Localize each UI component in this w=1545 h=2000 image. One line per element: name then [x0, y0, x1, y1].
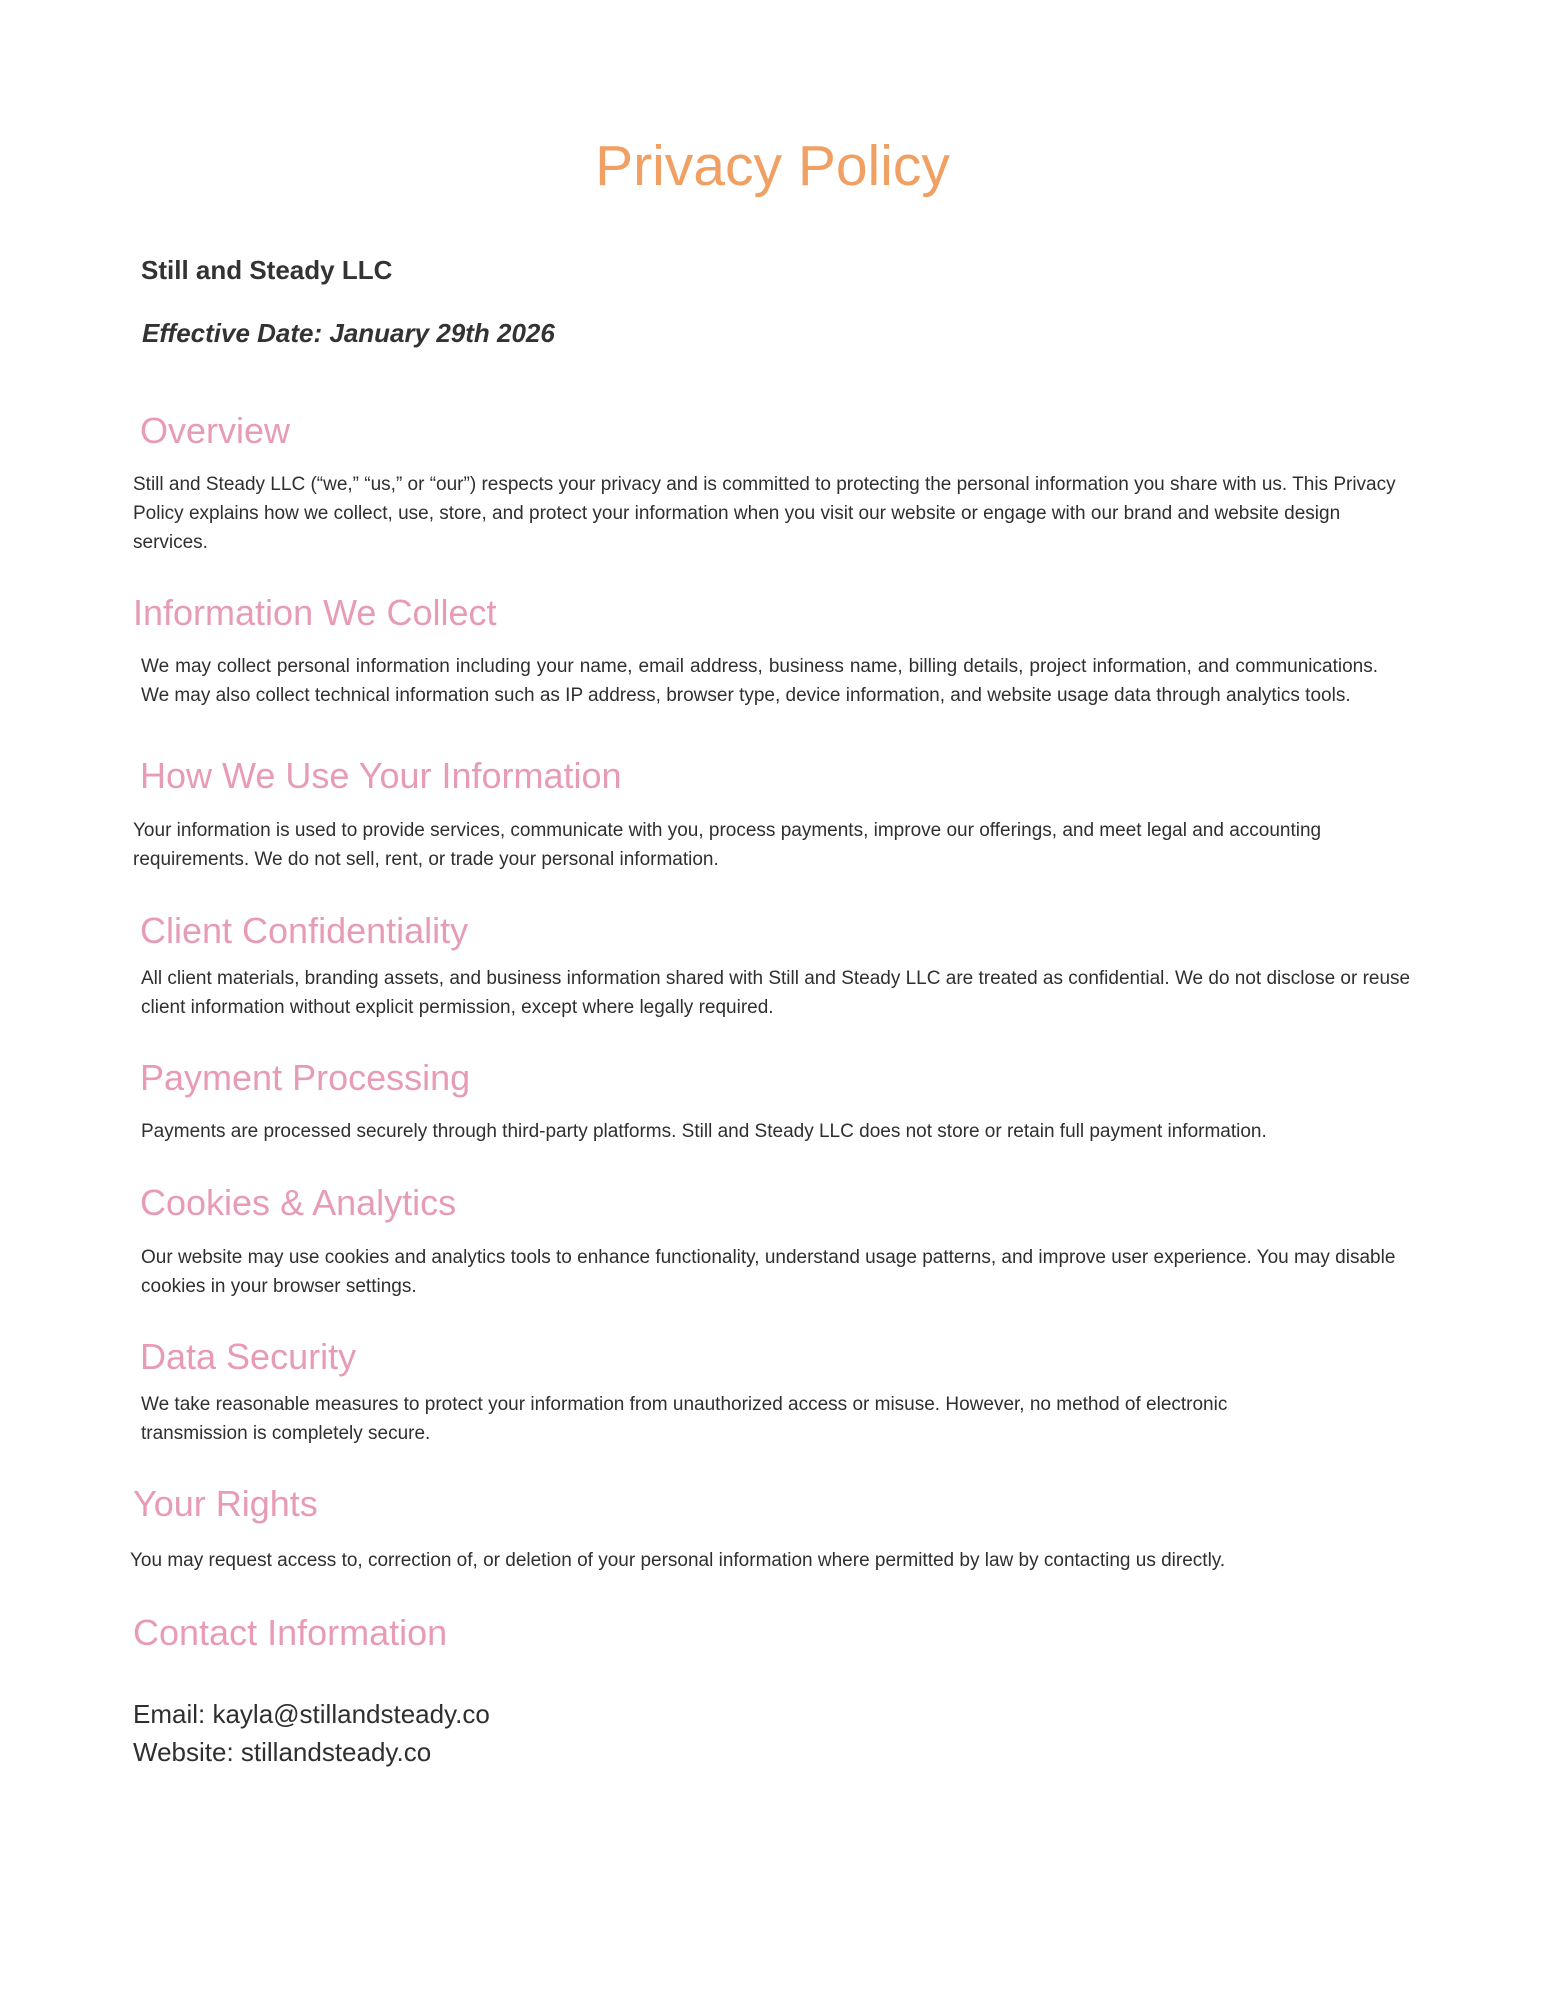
section-body-cookies-analytics: Our website may use cookies and analytics tools to enhance functionality, understand usage patterns, and improve user experience. You may disable cookies in your browser settings. — [141, 1247, 1396, 1297]
section-body-information-we-collect: We may collect personal information including your name, email address, business name, billing details, project information, and communications. We may also collect technical information such as IP address, browser type, device information, and website usage data through analytics tools. — [141, 656, 1378, 706]
section-body-client-confidentiality: All client materials, branding assets, and business information shared with Still and Steady LLC are treated as confidential. We do not disclose or reuse client information without explicit permission, except where legally required. — [141, 968, 1411, 1018]
contact-website: Website: stillandsteady.co — [133, 1737, 432, 1767]
section-body-payment-processing: Payments are processed securely through third-party platforms. Still and Steady LLC does not store or retain full payment information. — [141, 1121, 1267, 1142]
section-body-overview: Still and Steady LLC (“we,” “us,” or “our”) respects your privacy and is committed to protecting the personal information you share with us. This Privacy Policy explains how we collect, use, store, and protect your information when you visit our website or engage with our brand and website design services. — [133, 474, 1396, 553]
contact-email: Email: kayla@stillandsteady.co — [133, 1699, 490, 1729]
effective-date: Effective Date: January 29th 2026 — [142, 318, 555, 348]
section-heading-how-we-use: How We Use Your Information — [140, 755, 622, 796]
section-body-how-we-use: Your information is used to provide services, communicate with you, process payments, improve our offerings, and meet legal and accounting requirements. We do not sell, rent, or trade your personal information. — [133, 820, 1322, 870]
section-heading-contact: Contact Information — [133, 1612, 448, 1653]
section-heading-overview: Overview — [140, 410, 291, 451]
company-name: Still and Steady LLC — [141, 255, 393, 285]
section-heading-data-security: Data Security — [140, 1336, 357, 1377]
section-heading-information-we-collect: Information We Collect — [133, 592, 497, 633]
section-heading-your-rights: Your Rights — [133, 1483, 318, 1524]
section-heading-client-confidentiality: Client Confidentiality — [140, 910, 469, 951]
section-body-your-rights: You may request access to, correction of, or deletion of your personal information where permitted by law by contacting us directly. — [130, 1550, 1226, 1571]
section-heading-cookies-analytics: Cookies & Analytics — [140, 1182, 457, 1223]
page-title: Privacy Policy — [595, 134, 950, 198]
section-heading-payment-processing: Payment Processing — [140, 1057, 471, 1098]
section-body-data-security: We take reasonable measures to protect your information from unauthorized access or misuse. However, no method of electronic transmission is completely secure. — [141, 1394, 1228, 1444]
